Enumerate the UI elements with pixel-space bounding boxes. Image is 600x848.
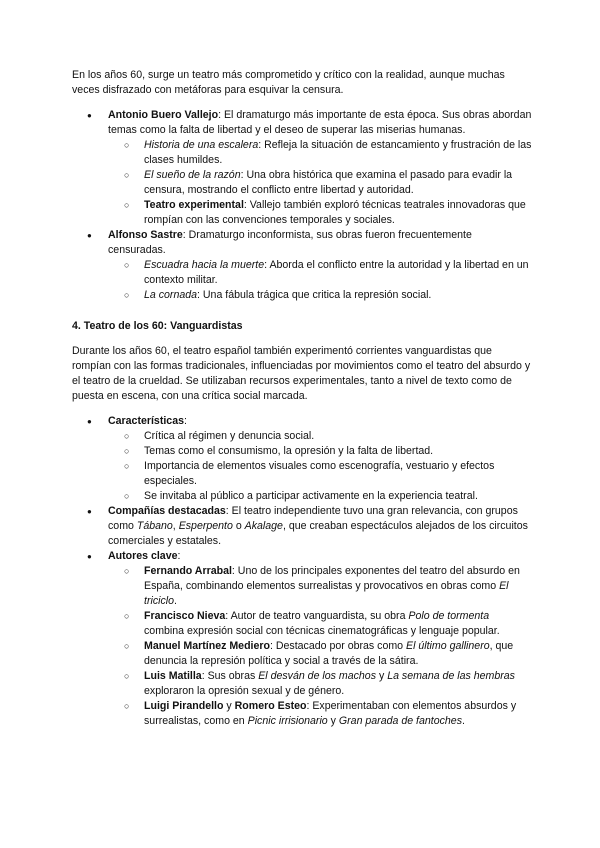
list-item: ○ La cornada: Una fábula trágica que critica la represión social. (72, 288, 532, 303)
author-name: Fernando Arrabal (144, 565, 232, 577)
author-name: Luis Matilla (144, 670, 202, 682)
author-name: Francisco Nieva (144, 610, 226, 622)
buero-works-list (108, 138, 532, 228)
author-name: Romero Esteo (234, 700, 307, 712)
author-name: Antonio Buero Vallejo (108, 109, 219, 121)
list-item: ○ Se invitaba al público a participar activamente en la experiencia teatral. (72, 489, 532, 504)
author-name: Manuel Martínez Mediero (144, 640, 270, 652)
work-title: El último gallinero (406, 640, 490, 652)
list-item: ○ Francisco Nieva: Autor de teatro vanguardista, su obra Polo de tormenta combina expresión social con técnicas cinematográficas y lenguaje popular. (72, 609, 532, 639)
group-name: Tábano (136, 520, 173, 532)
vanguard-list (72, 414, 532, 729)
list-item: ○ Manuel Martínez Mediero: Destacado por obras como El último gallinero, que denuncia la represión política y social a través de la sátira. (72, 639, 532, 669)
author-name: Alfonso Sastre (108, 229, 183, 241)
sastre-works-list (108, 258, 532, 303)
list-item: ○ Importancia de elementos visuales como escenografía, vestuario y efectos especiales. (72, 459, 532, 489)
characteristics-list (108, 429, 532, 504)
group-name: Esperpento (178, 520, 233, 532)
list-item: ○ Crítica al régimen y denuncia social. (72, 429, 532, 444)
list-item-companias: ● Compañías destacadas: El teatro independiente tuvo una gran relevancia, con grupos como Tábano, Esperpento o Akalage, que creaban espectáculos alejados de los circuitos comerciales y estatales. (72, 504, 532, 549)
work-title: Picnic irrisionario (247, 715, 328, 727)
work-title: El desván de los machos (258, 670, 376, 682)
list-item: ○ Teatro experimental: Vallejo también exploró técnicas teatrales innovadoras que rompían con las convenciones temporales y sociales. (72, 198, 532, 228)
work-title: El sueño de la razón (144, 169, 241, 181)
work-title: Polo de tormenta (408, 610, 490, 622)
section-heading: 4. Teatro de los 60: Vanguardistas (72, 320, 243, 332)
document-page (72, 68, 532, 729)
sixties-authors-list (72, 108, 532, 303)
subtopic-label: Teatro experimental (144, 199, 244, 211)
list-item-sastre: ● Alfonso Sastre: Dramaturgo inconformista, sus obras fueron frecuentemente censuradas. ○ Escuadra hacia la muerte: Aborda el conflicto entre la autoridad y la libertad en un contexto militar. ○ La cornada: Una fábula trágica que critica la represión social. (72, 228, 532, 303)
work-title: Historia de una escalera (144, 139, 259, 151)
list-item: ○ Historia de una escalera: Refleja la situación de estancamiento y frustración de las clases humildes. (72, 138, 532, 168)
section-intro-paragraph: Durante los años 60, el teatro español también experimentó corrientes vanguardistas que rompían con las formas tradicionales, influenciadas por movimientos como el teatro del absurdo y el teatro de la crueldad. Se utilizaban recursos experimentales, tanto a nivel de texto como de puesta en escena, con una crítica social marcada. (72, 345, 531, 402)
topic-label: Autores clave (108, 550, 178, 562)
list-item-caracteristicas: ● Características: ○ Crítica al régimen y denuncia social. ○ Temas como el consumismo, la opresión y la falta de libertad. ○ Importancia de elementos visuales como escenografía, vestuario y efectos especiales. ○ Se invitaba al público a participar activamente en la experiencia teatral. (72, 414, 532, 504)
list-item: ○ Escuadra hacia la muerte: Aborda el conflicto entre la autoridad y la libertad en un contexto militar. (72, 258, 532, 288)
work-title: Escuadra hacia la muerte (144, 259, 265, 271)
work-title: La semana de las hembras (387, 670, 515, 682)
key-authors-list (108, 564, 532, 729)
work-title: El triciclo (144, 580, 509, 607)
topic-label: Compañías destacadas (108, 505, 226, 517)
list-item: ○ Temas como el consumismo, la opresión y la falta de libertad. (72, 444, 532, 459)
group-name: Akalage (244, 520, 283, 532)
list-item: ○ Luis Matilla: Sus obras El desván de los machos y La semana de las hembras exploraron la opresión sexual y de género. (72, 669, 532, 699)
list-item: ○ Luigi Pirandello y Romero Esteo: Experimentaban con elementos absurdos y surrealistas, como en Picnic irrisionario y Gran parada de fantoches. (72, 699, 532, 729)
intro-paragraph: En los años 60, surge un teatro más comprometido y crítico con la realidad, aunque muchas veces disfrazado con metáforas para esquivar la censura. (72, 69, 505, 96)
work-title: Gran parada de fantoches (338, 715, 462, 727)
author-name: Luigi Pirandello (144, 700, 224, 712)
list-item: ○ El sueño de la razón: Una obra histórica que examina el pasado para evadir la censura, mostrando el conflicto entre libertad y autoridad. (72, 168, 532, 198)
work-title: La cornada (144, 289, 198, 301)
topic-label: Características (108, 415, 184, 427)
list-item-autores: ● Autores clave: ○ Fernando Arrabal: Uno de los principales exponentes del teatro del absurdo en España, combinando elementos surrealistas y provocativos en obras como El triciclo. ○ Francisco Nieva: Autor de teatro vanguardista, su obra Polo de tormenta combina expresión social con técnicas cinematográficas y lenguaje popular. ○ Manuel Martínez Mediero: Destacado por obras como El último gallinero, que denuncia la represión política y social a través de la sátira. ○ Luis Matilla: Sus obras El desván de los machos y La semana de las hembras exploraron la opresión sexual y de género. ○ Luigi Pirandello y Romero Esteo: Experimentaban con elementos absurdos y surrealistas, como en Picnic irrisionario y Gran parada de fantoches. (72, 549, 532, 729)
list-item: ○ Fernando Arrabal: Uno de los principales exponentes del teatro del absurdo en España, combinando elementos surrealistas y provocativos en obras como El triciclo. (72, 564, 532, 609)
list-item-buero: ● Antonio Buero Vallejo: El dramaturgo más importante de esta época. Sus obras abordan temas como la falta de libertad y el deseo de superar las miserias humanas. ○ Historia de una escalera: Refleja la situación de estancamiento y frustración de las clases humildes. ○ El sueño de la razón: Una obra histórica que examina el pasado para evadir la censura, mostrando el conflicto entre libertad y autoridad. ○ Teatro experimental: Vallejo también exploró técnicas teatrales innovadoras que rompían con las convenciones temporales y sociales. (72, 108, 532, 228)
